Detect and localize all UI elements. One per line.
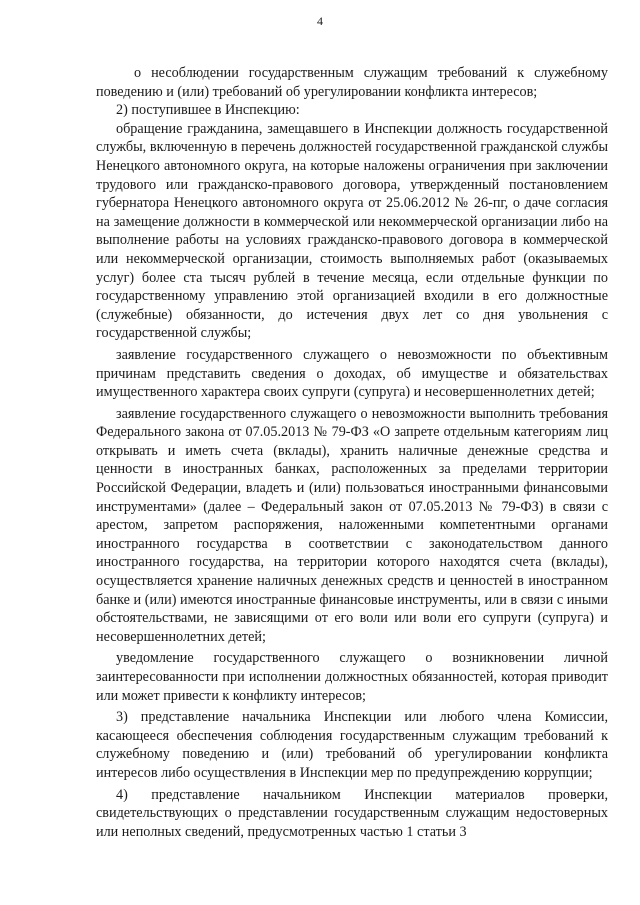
paragraph-item-3: 3) представление начальника Инспекции или любого члена Комиссии, касающееся обеспечения соблюдения государственным служащим требований к служебному поведению и (или) требований об урегулировании конфликта интересов либо осуществления в Инспекции мер по предупреждению коррупции; <box>96 709 608 781</box>
paragraph-continuation: о несоблюдении государственным служащим требований к служебному поведению и (или) требований об урегулировании конфликта интересов; <box>96 65 608 100</box>
paragraph-conflict-notice: уведомление государственного служащего о возникновении личной заинтересованности при исполнении должностных обязанностей, которая приводит или может привести к конфликту интересов; <box>96 650 608 704</box>
paragraph-foreign-accounts: заявление государственного служащего о невозможности выполнить требования Федерального закона от 07.05.2013 № 79-ФЗ «О запрете отдельным категориям лиц открывать и иметь счета (вклады), хранить наличные денежные средства и ценности в иностранных банках, расположенных за пределами территории Российской Федерации, владеть и (или) пользоваться иностранными финансовыми инструментами» (далее – Федеральный закон от 07.05.2013 № 79-ФЗ) в связи с арестом, запретом распоряжения, наложенными компетентными органами иностранного государства в соответствии с законодательством данного иностранного государства, на территории которого находятся счета (вклады), осуществляется хранение наличных денежных средств и ценностей в иностранном банке и (или) имеются иностранные финансовые инструменты, или в связи с иными обстоятельствами, не зависящими от его воли или воли его супруги (супруга) и несовершеннолетних детей; <box>96 405 608 645</box>
paragraph-item-2: 2) поступившее в Инспекцию: <box>116 102 300 119</box>
paragraph-citizen-appeal: обращение гражданина, замещавшего в Инспекции должность государственной службы, включенную в перечень должностей государственной гражданской службы Ненецкого автономного округа, на которые наложены ограничения при заключении трудового или гражданско-правового договора, утвержденный постановлением губернатора Ненецкого автономного округа от 25.06.2012 № 26-пг, о даче согласия на замещение должности в коммерческой или некоммерческой организации либо на выполнение работы на условиях гражданско-правового договора в коммерческой или некоммерческой организации, стоимость выполняемых работ (оказываемых услуг) более ста тысяч рублей в течение месяца, если отдельные функции по государственному управлению этой организацией входили в его должностные (служебные) обязанности, до истечения двух лет со дня увольнения с государственной службы; <box>96 120 608 342</box>
paragraph-item-4: 4) представление начальником Инспекции материалов проверки, свидетельствующих о представлении государственным служащим недостоверных или неполных сведений, предусмотренных частью 1 статьи 3 <box>96 786 608 840</box>
page-number: 4 <box>317 14 323 28</box>
paragraph-income-statement: заявление государственного служащего о невозможности по объективным причинам представить сведения о доходах, об имуществе и обязательствах имущественного характера своих супруги (супруга) и несовершеннолетних детей; <box>96 346 608 401</box>
document-body <box>96 64 608 844</box>
